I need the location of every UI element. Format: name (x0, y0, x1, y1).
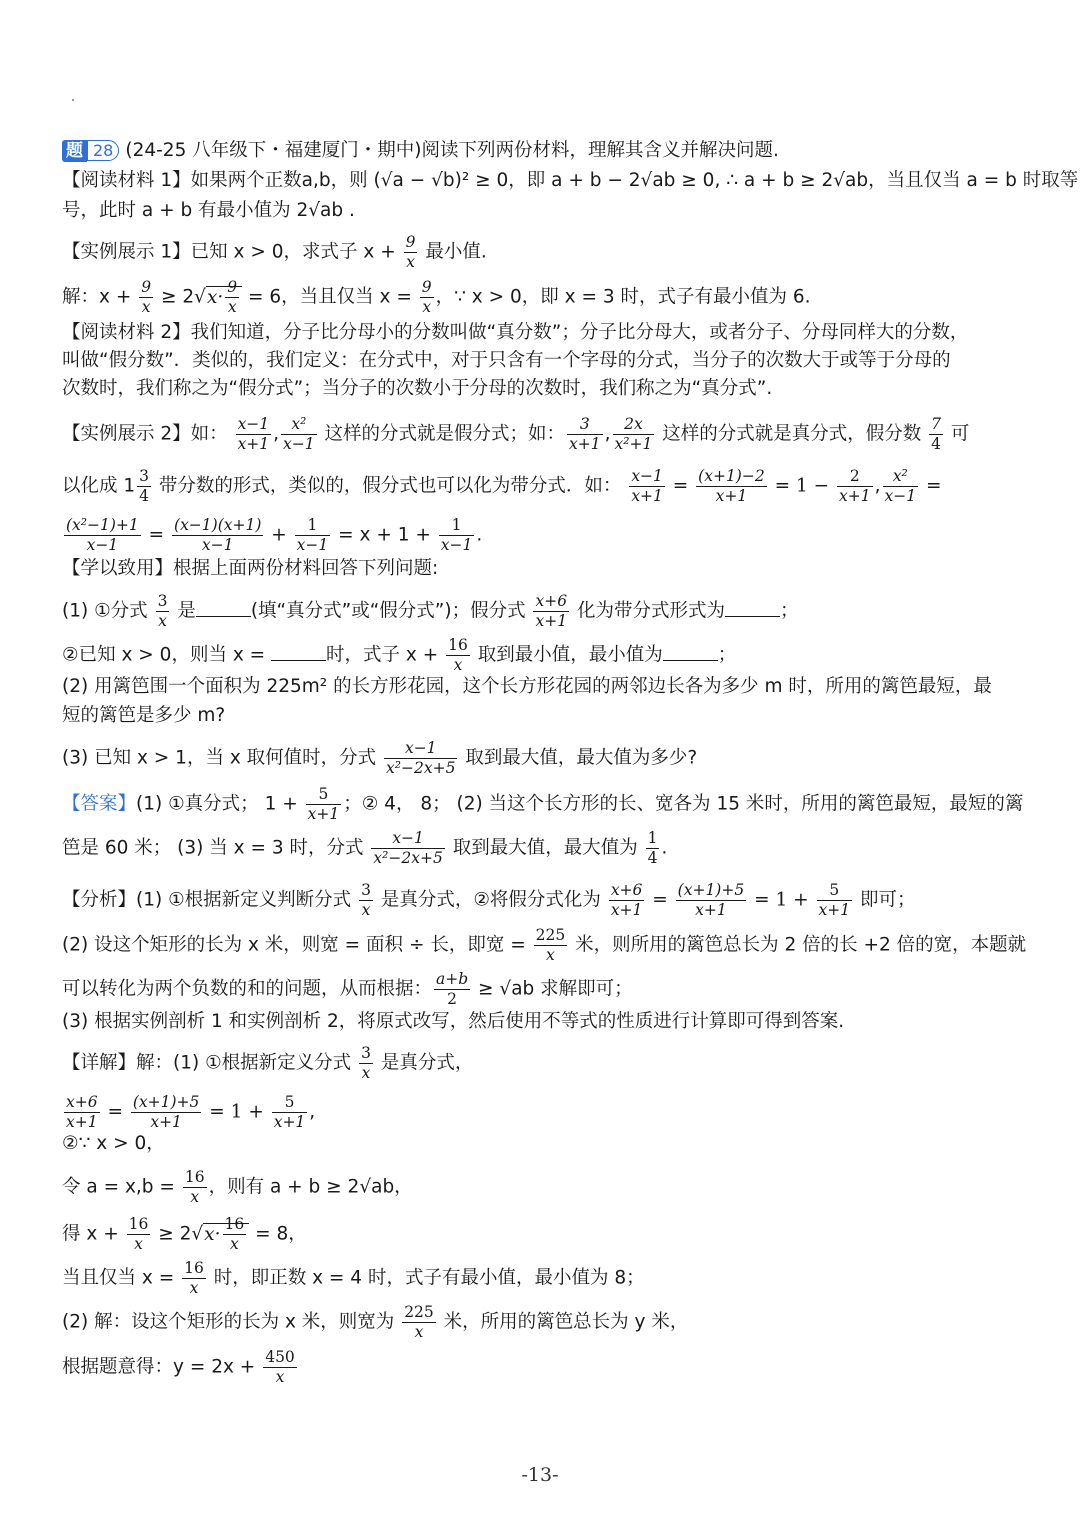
analysis-line-1: 【分析】(1) ①根据新定义判断分式 $\frac{3}{x}$ 是真分式，②将假分式化为 $\frac{x+6}{x+1}$ = $\frac{(x+1)+5}{x+1}$ = 1 + $\frac{5}{x+1}$ 即可； (62, 881, 916, 919)
answer-blank (725, 602, 780, 617)
material-1-line-1 (62, 168, 1079, 194)
detail-line-2: $\frac{x+6}{x+1}$ = $\frac{(x+1)+5}{x+1}$ = 1 + $\frac{5}{x+1}$ , (66, 1093, 316, 1131)
question-3: (3) 已知 x > 1，当 x 取何值时，分式 $\frac{x-1}{\text{x²−2x+5}}$ 取到最大值，最大值为多少? (62, 739, 698, 777)
problem-intro: 阅读下列两份材料，理解其含义并解决问题. (421, 140, 779, 161)
example-1-label: 【实例展示 1】 (62, 241, 191, 263)
fraction: $\frac{9}{x}$ (141, 278, 152, 316)
problem-header (62, 138, 1012, 164)
material-2-line-2: 叫做“假分数”．类似的，我们定义：在分式中，对于只含有一个字母的分式，当分子的次数大于或等于分母的 (62, 350, 951, 371)
question-1: (1) ①分式 $\frac{3}{x}$ 是 (填“真分式”或“假分式”)；假分式 $\frac{x+6}{x+1}$ 化为带分式形式为 ； (62, 592, 799, 630)
example-2-label: 【实例展示 2】 (62, 423, 191, 445)
material-1-label: 【阅读材料 1】 (62, 170, 191, 191)
problem-number: 28 (87, 140, 119, 161)
example-2-line-2: 以化成 1 $\frac{3}{4}$ 带分数的形式，类似的，假分式也可以化为带分式．如： $\frac{x-1}{x+1}$ = $\frac{(x+1)-2}{x+1}$ = 1 − $\frac{2}{x+1}$ , $\frac{\text{x²}}{x-1}$ = (62, 467, 942, 505)
answer-blank (271, 646, 326, 661)
fraction: $\frac{9}{x}$ (421, 278, 432, 316)
apply-intro: 【学以致用】根据上面两份材料回答下列问题: (62, 558, 439, 579)
answer-blank (196, 602, 251, 617)
analysis-label: 【分析】 (62, 889, 137, 911)
analysis-line-2: (2) 设这个矩形的长为 x 米，则宽 = 面积 ÷ 长，即宽 = $\frac{225}{x}$ 米，则所用的篱笆总长为 2 倍的长 +2 倍的宽，本题就 (62, 926, 1027, 964)
analysis-line-3: 可以转化为两个负数的和的问题，从而根据： $\frac{a+b}{2}$ ≥ √ab 求解即可； (62, 970, 633, 1008)
analysis-line-4: (3) 根据实例剖析 1 和实例剖析 2，将原式改写，然后使用不等式的性质进行计算即可得到答案. (62, 1011, 845, 1032)
example-2-line-3: $\frac{\text{(x²−1)+1}}{x-1}$ = $\frac{(x-1)(x+1)}{x-1}$ + $\frac{1}{x-1}$ = x + 1 + $\frac{1}{x-1}$ . (66, 516, 483, 554)
question-2-line-2: 短的篱笆是多少 m? (62, 705, 226, 726)
answer-line-2: 笆是 60 米； (3) 当 x = 3 时，分式 $\frac{x-1}{\text{x²−2x+5}}$ 取到最大值，最大值为 $\frac{1}{4}$ . (62, 829, 668, 867)
detail-line-8: 根据题意得：y = 2x + $\frac{450}{x}$ (62, 1348, 295, 1386)
answer-label: 【答案】 (62, 793, 137, 815)
detail-line-6: 当且仅当 x = $\frac{16}{x}$ 时，即正数 x = 4 时，式子有最小值，最小值为 8； (62, 1259, 645, 1297)
detail-line-1: 【详解】解：(1) ①根据新定义分式 $\frac{3}{x}$ 是真分式， (62, 1044, 474, 1082)
example-1-question: 【实例展示 1】已知 x > 0，求式子 x + $\frac{9}{x}$ 最小值. (62, 233, 487, 271)
apply-label: 【学以致用】 (62, 558, 174, 579)
detail-line-7: (2) 解：设这个矩形的长为 x 米，则宽为 $\frac{225}{x}$ 米，所用的篱笆总长为 y 米， (62, 1303, 689, 1341)
problem-tag: 题 (62, 140, 87, 162)
example-1-solution: 解：x + $\frac{9}{x}$ ≥ 2√x· $\frac{9}{x}$ = 6，当且仅当 x = $\frac{9}{x}$ ，∵ x > 0，即 x = 3 时，式子有最小值为 6. (62, 278, 811, 316)
page-number: -13- (521, 1464, 559, 1486)
detail-line-4: 令 a = x,b = $\frac{16}{x}$ ，则有 a + b ≥ 2√ab， (62, 1168, 413, 1206)
material-1-line-2: 号，此时 a + b 有最小值为 2√ab . (62, 200, 355, 221)
material-2-line-1: 【阅读材料 2】我们知道，分子比分母小的分数叫做“真分数”；分子比分母大，或者分子、分母同样大的分数， (62, 322, 969, 343)
answer-line-1: 【答案】(1) ①真分式； 1 + $\frac{5}{x+1}$ ；② 4， 8； (2) 当这个长方形的长、宽各为 15 米时，所用的篱笆最短，最短的篱 (62, 785, 1024, 823)
sqrt-expression: √x· $\frac{16}{x}$ (191, 1215, 249, 1254)
problem-source: (24-25 八年级下・福建厦门・期中) (125, 140, 422, 161)
sqrt-expression: √x· $\frac{9}{x}$ (194, 278, 242, 317)
material-2-line-3: 次数时，我们称之为“假分式”；当分子的次数小于分母的次数时，我们称之为“真分式”. (62, 378, 773, 399)
detail-line-3: ②∵ x > 0， (62, 1133, 165, 1154)
fraction: $\frac{9}{x}$ (405, 233, 416, 271)
material-2-label: 【阅读材料 2】 (62, 322, 191, 343)
detail-line-5: 得 x + $\frac{16}{x}$ ≥ 2√x· $\frac{16}{x}$ = 8， (62, 1215, 307, 1253)
detail-label: 【详解】 (62, 1052, 137, 1074)
material-1-text: 如果两个正数a,b，则 (√a − √b)² ≥ 0，即 a + b − 2√ab ≥ 0, ∴ a + b ≥ 2√ab，当且仅当 a = b 时取等 (190, 170, 1079, 191)
question-1-part-2: ②已知 x > 0，则当 x = 时，式子 x + $\frac{16}{x}$ 取到最小值，最小值为 ； (62, 636, 737, 674)
example-2-line-1: 【实例展示 2】如： $\frac{x-1}{x+1}$ , $\frac{\text{x²}}{x-1}$ 这样的分式就是假分式；如： $\frac{3}{x+1}$ , $\frac{2x}{\text{x²+1}}$ 这样的分式就是真分式，假分数 $\frac{7}{4}$ 可 (62, 415, 970, 453)
document-page (62, 0, 1079, 1528)
question-2-line-1: (2) 用篱笆围一个面积为 225m² 的长方形花园，这个长方形花园的两邻边长各为多少 m 时，所用的篱笆最短，最 (62, 676, 992, 697)
answer-blank (663, 646, 718, 661)
